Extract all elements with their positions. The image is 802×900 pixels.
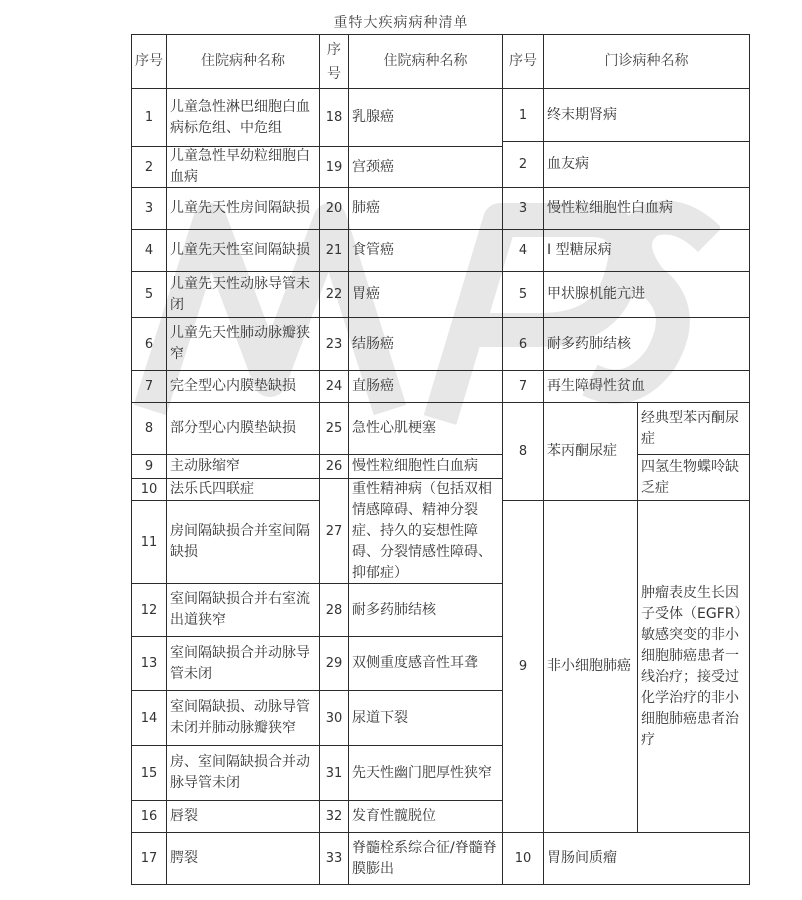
inpatient-left-name [167,479,319,500]
inpatient-left-name [167,230,319,271]
inpatient-right-name-text: 胃癌 [352,286,380,302]
outpatient-name-text: 非小细胞肺癌 [547,658,631,674]
inpatient-left-no-text: 17 [140,851,158,866]
inpatient-left-name [167,637,319,690]
header-seq-outpatient-text: 序号 [509,53,537,69]
inpatient-left-name-text: 室间隔缺损合并右室流出道狭窄 [170,591,310,628]
outpatient-name [544,318,749,370]
inpatient-right-name-text: 肺癌 [352,200,380,216]
inpatient-right-no-text: 20 [325,201,343,216]
inpatient-right-no-text: 32 [325,809,343,824]
inpatient-left-name [167,584,319,636]
inpatient-right-no-text: 33 [325,851,343,866]
header-seq-narrow-text: 序号 [327,41,341,82]
inpatient-left-no-text: 10 [140,482,158,497]
inpatient-left-name-text: 儿童先天性动脉导管未闭 [170,275,310,313]
inpatient-right-no-text: 30 [325,710,343,726]
outpatient-name-text: I 型糖尿病 [547,242,612,258]
inpatient-left-no-text: 4 [144,243,154,258]
inpatient-left-name [167,691,319,745]
inpatient-right-no [320,584,348,636]
header-inpatient-left-text: 住院病种名称 [201,53,285,69]
inpatient-right-no-text: 28 [325,602,343,618]
inpatient-left-no-text: 14 [140,710,158,726]
inpatient-left-name [167,746,319,800]
header-inpatient-right-text: 住院病种名称 [383,53,468,69]
inpatient-left-no [132,403,166,454]
outpatient-no-text: 7 [518,379,528,394]
inpatient-right-name [349,479,502,583]
inpatient-left-no [132,501,166,583]
inpatient-left-no-text: 15 [140,765,158,781]
outpatient-name [544,142,749,187]
inpatient-left-name-text: 唇裂 [170,808,198,824]
inpatient-right-name-text: 结肠癌 [352,335,394,352]
outpatient-no [503,318,543,370]
inpatient-left-no [132,479,166,500]
inpatient-right-no [320,637,348,690]
outpatient-no-text: 4 [518,243,528,258]
outpatient-name [544,230,749,271]
inpatient-left-name-text: 腭裂 [170,850,198,866]
outpatient-name-text: 再生障碍性贫血 [547,378,645,394]
header-outpatient [544,35,749,88]
inpatient-left-no [132,371,166,402]
inpatient-right-no [320,188,348,229]
inpatient-left-name [167,455,319,478]
inpatient-right-name [349,746,502,800]
inpatient-left-no [132,89,166,146]
inpatient-right-name-text: 乳腺癌 [352,109,394,125]
outpatient-subtype-text: 四氢生物蝶呤缺乏症 [641,458,739,496]
inpatient-right-name [349,272,502,317]
outpatient-no-text: 2 [518,157,528,172]
outpatient-subtype-text: 肿瘤表皮生长因子受体（EGFR）敏感突变的非小细胞肺癌患者一线治疗；接受过化学治疗的非小细胞肺癌患者治疗 [641,584,749,748]
outpatient-no [503,230,543,271]
outpatient-name [544,371,749,402]
inpatient-right-no [320,230,348,271]
inpatient-right-name-text: 重性精神病（包括双相情感障碍、精神分裂症、持久的妄想性障碍、分裂情感性障碍、抑郁症） [352,480,492,581]
inpatient-left-name [167,318,319,370]
inpatient-right-no-text: 21 [325,243,343,258]
inpatient-left-name-text: 室间隔缺损、动脉导管未闭并肺动脉瓣狭窄 [170,699,310,736]
inpatient-left-no-text: 2 [144,159,154,175]
inpatient-right-name-text: 急性心肌梗塞 [352,420,436,436]
inpatient-right-name [349,637,502,690]
inpatient-right-no [320,691,348,745]
outpatient-no-text: 10 [514,851,532,866]
header-outpatient-text: 门诊病种名称 [604,53,689,69]
outpatient-name-text: 胃肠间质瘤 [547,850,617,866]
header-seq-left-text: 序号 [135,53,163,69]
inpatient-left-name [167,371,319,402]
inpatient-right-no [320,147,348,187]
inpatient-left-name [167,272,319,317]
inpatient-right-no [320,833,348,884]
inpatient-left-name [167,833,319,884]
inpatient-right-no-text: 29 [325,656,343,671]
inpatient-left-no [132,455,166,478]
inpatient-left-no-text: 5 [144,287,154,302]
outpatient-name [544,272,749,317]
outpatient-no [503,142,543,187]
outpatient-name-text: 终末期肾病 [547,106,617,123]
inpatient-left-no [132,318,166,370]
inpatient-left-name-text: 房、室间隔缺损合并动脉导管未闭 [170,754,310,791]
inpatient-left-no-text: 1 [144,110,154,125]
inpatient-left-no [132,272,166,317]
inpatient-left-no-text: 7 [144,379,154,394]
grid-line [749,34,750,884]
inpatient-right-name-text: 直肠癌 [352,378,394,394]
inpatient-right-name-text: 脊髓栓系综合征/脊髓脊膜膨出 [352,839,497,877]
inpatient-right-no [320,403,348,454]
inpatient-right-no [320,272,348,317]
inpatient-left-name [167,801,319,832]
inpatient-left-name [167,147,319,187]
outpatient-no [503,188,543,229]
inpatient-right-name [349,371,502,402]
inpatient-left-no [132,801,166,832]
inpatient-left-no [132,637,166,690]
outpatient-name [544,501,637,832]
inpatient-right-name [349,584,502,636]
outpatient-name-text: 耐多药肺结核 [547,335,631,352]
inpatient-right-no-text: 24 [325,379,343,394]
inpatient-left-no-text: 8 [144,421,154,436]
inpatient-left-no-text: 12 [140,602,158,618]
inpatient-right-no-text: 18 [325,110,343,125]
outpatient-no [503,501,543,832]
inpatient-left-name-text: 儿童先天性室间隔缺损 [170,242,310,258]
inpatient-right-name-text: 先天性幽门肥厚性狭窄 [352,764,492,781]
inpatient-left-no-text: 11 [140,534,158,550]
inpatient-right-name-text: 双侧重度感音性耳聋 [352,655,478,671]
outpatient-no [503,371,543,402]
inpatient-right-no-text: 22 [325,287,343,302]
outpatient-name-text: 慢性粒细胞性白血病 [547,200,673,216]
inpatient-right-no-text: 23 [325,336,343,352]
inpatient-right-name-text: 发育性髋脱位 [352,808,436,824]
header-seq-left [132,35,166,88]
inpatient-left-no [132,188,166,229]
inpatient-left-name-text: 儿童先天性房间隔缺损 [170,200,310,216]
outpatient-name-text: 血友病 [547,156,589,172]
inpatient-left-no [132,691,166,745]
outpatient-no-text: 9 [518,659,528,674]
inpatient-right-name [349,89,502,146]
inpatient-right-name [349,801,502,832]
page-title: 重特大疾病病种清单 [333,15,469,31]
outpatient-subtype [638,501,749,832]
header-seq-narrow [320,35,348,88]
outpatient-subtype-text: 经典型苯丙酮尿症 [641,409,739,447]
outpatient-no-text: 1 [518,107,528,123]
inpatient-right-name [349,318,502,370]
inpatient-left-name-text: 室间隔缺损合并动脉导管未闭 [170,644,310,682]
inpatient-right-name-text: 慢性粒细胞性白血病 [352,458,478,474]
inpatient-left-name [167,188,319,229]
inpatient-left-no-text: 9 [144,459,154,474]
outpatient-name-text: 苯丙酮尿症 [547,443,617,459]
outpatient-no-text: 5 [518,287,528,302]
inpatient-right-name-text: 宫颈癌 [352,158,394,175]
inpatient-left-no [132,746,166,800]
outpatient-subtype [638,455,749,500]
inpatient-left-no [132,584,166,636]
outpatient-no-text: 3 [518,201,528,216]
inpatient-left-name-text: 主动脉缩窄 [170,458,240,474]
inpatient-left-name-text: 儿童先天性肺动脉瓣狭窄 [170,325,310,362]
outpatient-subtype [638,403,749,454]
outpatient-no [503,272,543,317]
inpatient-right-name [349,188,502,229]
inpatient-left-name [167,403,319,454]
inpatient-right-name [349,230,502,271]
outpatient-no-text: 6 [518,336,528,352]
inpatient-left-name-text: 完全型心内膜垫缺损 [170,378,296,394]
inpatient-left-name-text: 房间隔缺损合并室间隔缺损 [170,523,310,560]
inpatient-left-no [132,147,166,187]
inpatient-right-name-text: 耐多药肺结核 [352,601,436,618]
inpatient-right-no-text: 26 [325,459,343,474]
inpatient-left-name-text: 部分型心内膜垫缺损 [170,420,296,436]
outpatient-no-text: 8 [518,444,528,459]
outpatient-no [503,833,543,884]
outpatient-no [503,403,543,500]
outpatient-no [503,89,543,141]
inpatient-right-name [349,403,502,454]
inpatient-right-name [349,455,502,478]
inpatient-right-no [320,89,348,146]
inpatient-right-name [349,147,502,187]
inpatient-right-name-text: 尿道下裂 [352,709,408,726]
inpatient-right-no [320,746,348,800]
outpatient-name [544,833,749,884]
outpatient-name [544,403,637,500]
inpatient-right-no-text: 25 [325,421,343,436]
header-seq-outpatient [503,35,543,88]
inpatient-right-no-text: 31 [325,765,343,781]
inpatient-left-name [167,501,319,583]
inpatient-left-name-text: 法乐氏四联症 [170,481,254,497]
inpatient-right-no-text: 19 [325,159,343,175]
inpatient-right-name [349,691,502,745]
grid-line [131,884,750,885]
header-inpatient-right [349,35,502,88]
inpatient-left-no-text: 13 [140,656,158,671]
inpatient-left-name-text: 儿童急性早幼粒细胞白血病 [170,148,310,185]
outpatient-name [544,188,749,229]
inpatient-right-no [320,455,348,478]
inpatient-left-no [132,833,166,884]
inpatient-right-name-text: 食管癌 [352,242,394,258]
inpatient-right-no-text: 27 [325,523,343,539]
inpatient-left-no [132,230,166,271]
inpatient-left-name [167,89,319,146]
inpatient-right-name [349,833,502,884]
inpatient-right-no [320,318,348,370]
inpatient-right-no [320,801,348,832]
inpatient-right-no [320,479,348,583]
header-inpatient-left [167,35,319,88]
inpatient-left-no-text: 6 [144,336,154,352]
outpatient-name [544,89,749,141]
inpatient-right-no [320,371,348,402]
inpatient-left-no-text: 16 [140,809,158,824]
outpatient-name-text: 甲状腺机能亢进 [547,286,645,302]
inpatient-left-name-text: 儿童急性淋巴细胞白血病标危组、中危组 [170,98,310,136]
inpatient-left-no-text: 3 [144,201,154,216]
